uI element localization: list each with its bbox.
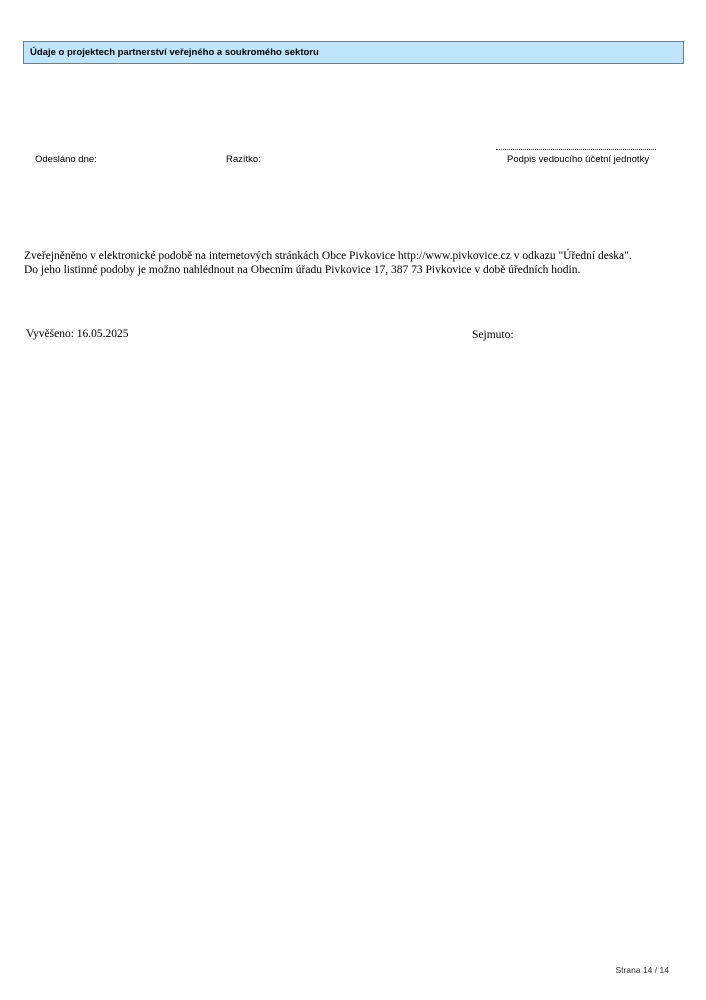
section-title: Údaje o projektech partnerství veřejného a soukromého sektoru bbox=[30, 47, 319, 58]
page-separator: / bbox=[654, 965, 658, 975]
signature-line bbox=[496, 149, 656, 150]
stamp-label: Razítko: bbox=[226, 154, 261, 165]
page-number bbox=[616, 965, 669, 975]
page-total: 14 bbox=[659, 965, 669, 975]
page-current: 14 bbox=[642, 965, 653, 975]
signature-label: Podpis vedoucího účetní jednotky bbox=[507, 154, 650, 165]
sent-date-label: Odesláno dne: bbox=[35, 154, 97, 165]
removed-date: Sejmuto: bbox=[472, 329, 514, 341]
publication-line-1: Zveřejněněno v elektronické podobě na internetových stránkách Obce Pivkovice http://www.pivkovice.cz v odkazu "Úřední deska". bbox=[24, 250, 632, 262]
posted-date: Vyvěšeno: 16.05.2025 bbox=[26, 328, 129, 340]
page-label: Strana bbox=[615, 965, 641, 975]
publication-line-2: Do jeho listinné podoby je možno nahlédnout na Obecním úřadu Pivkovice 17, 387 73 Pivkovice v době úředních hodin. bbox=[24, 264, 581, 276]
section-header bbox=[23, 41, 684, 64]
